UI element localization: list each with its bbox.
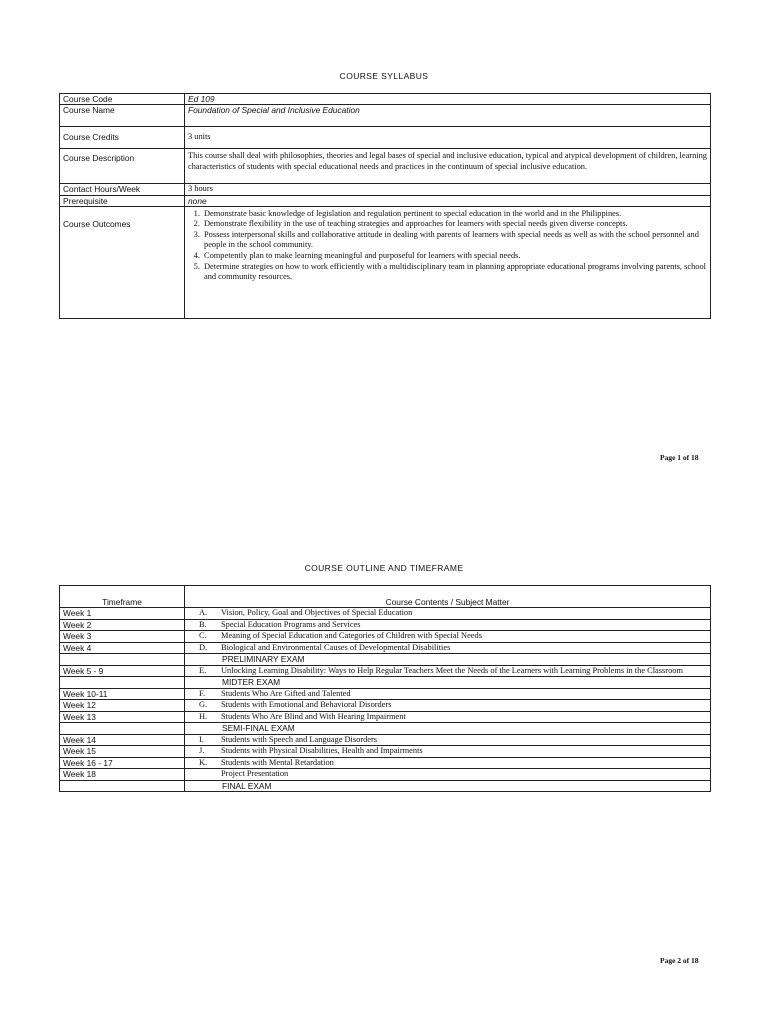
topic-letter: A. (199, 608, 208, 617)
topic-text: Special Education Programs and Services (221, 619, 361, 629)
exam-label: FINAL EXAM (222, 780, 272, 791)
week-cell: Week 3 (60, 631, 185, 643)
week-cell: Week 1 (60, 608, 185, 620)
contents-header: Course Contents / Subject Matter (185, 586, 711, 608)
topic-text: Students Who Are Gifted and Talented (221, 688, 351, 698)
topic-cell (185, 711, 711, 723)
outline-row (60, 734, 711, 746)
topic-text: Students with Mental Retardation (221, 757, 334, 767)
page-number: Page 1 of 18 (660, 453, 699, 462)
outline-row (60, 642, 711, 654)
timeframe-header: Timeframe (60, 586, 185, 608)
topic-cell (185, 769, 711, 781)
topic-text: Project Presentation (221, 769, 289, 778)
week-cell: Week 12 (60, 700, 185, 712)
course-name-value: Foundation of Special and Inclusive Education (185, 105, 711, 127)
topic-text: Biological and Environmental Causes of Developmental Disabilities (221, 642, 451, 652)
week-cell (60, 677, 185, 689)
topic-cell (185, 746, 711, 758)
outline-row (60, 757, 711, 769)
outline-row (60, 619, 711, 631)
topic-letter: J. (199, 746, 205, 755)
syllabus-table (59, 93, 711, 319)
week-cell: Week 4 (60, 642, 185, 654)
topic-text: Students with Emotional and Behavioral Disorders (221, 700, 392, 709)
topic-letter (188, 769, 221, 780)
topic-text: Vision, Policy, Goal and Objectives of Special Education (221, 608, 413, 617)
outline-row (60, 688, 711, 700)
page-number: Page 2 of 18 (660, 956, 699, 965)
course-credits-value: 3 units (185, 127, 711, 149)
outline-table (59, 585, 711, 792)
topic-letter: C. (199, 631, 207, 640)
week-cell: Week 14 (60, 734, 185, 746)
topic-cell (185, 688, 711, 700)
outcome-item: 2. Demonstrate flexibility in the use of teaching strategies and approaches for learners with special needs given diverse concepts. (202, 219, 707, 230)
topic-letter: D. (199, 642, 208, 652)
topic-cell (185, 780, 711, 792)
topic-cell (185, 608, 711, 620)
week-cell: Week 13 (60, 711, 185, 723)
course-credits-label: Course Credits (60, 127, 185, 149)
outline-row (60, 711, 711, 723)
outline-row (60, 631, 711, 643)
outcome-item: 4. Competently plan to make learning meaningful and purposeful for learners with special needs. (202, 251, 707, 262)
topic-text: Students with Speech and Language Disorders (221, 734, 378, 744)
week-cell: Week 16 - 17 (60, 757, 185, 769)
outline-row (60, 780, 711, 792)
week-cell (60, 654, 185, 666)
topic-cell (185, 665, 711, 677)
outcome-item: 5. Determine strategies on how to work efficiently with a multidisciplinary team in planning appropriate educational programs involving parents, school and community resources. (202, 262, 707, 283)
week-cell: Week 2 (60, 619, 185, 631)
contact-hours-label: Contact Hours/Week (60, 184, 185, 196)
week-cell: Week 18 (60, 769, 185, 781)
topic-letter: E. (199, 665, 207, 675)
week-cell: Week 10-11 (60, 688, 185, 700)
outline-row (60, 769, 711, 781)
contact-hours-value: 3 hours (185, 184, 711, 196)
prerequisite-value: none (185, 195, 711, 206)
exam-label: MIDTER EXAM (222, 677, 281, 687)
course-outcomes-label: Course Outcomes (60, 206, 185, 318)
topic-letter: H. (199, 711, 208, 721)
outcomes-list (188, 209, 707, 283)
week-cell: Week 5 - 9 (60, 665, 185, 677)
course-name-label: Course Name (60, 105, 185, 127)
outcome-item: 3. Possess interpersonal skills and collaborative attitude in dealing with parents of learners with special needs as well as with the school personnel and people in the school community. (202, 230, 707, 251)
topic-letter: G. (199, 700, 208, 709)
topic-letter: I. (199, 734, 204, 744)
outcome-item: 1. Demonstrate basic knowledge of legislation and regulation pertinent to special education in the world and in the Philippines. (202, 209, 707, 220)
topic-text: Unlocking Learning Disability: Ways to Help Regular Teachers Meet the Needs of the Learners with Learning Problems in the Classroom (221, 665, 683, 675)
topic-cell (185, 677, 711, 689)
topic-letter: B. (199, 619, 207, 629)
topic-text: Students with Physical Disabilities, Health and Impairments (221, 746, 423, 755)
week-cell: Week 15 (60, 746, 185, 758)
topic-cell (185, 700, 711, 712)
outline-row (60, 608, 711, 620)
course-code-label: Course Code (60, 94, 185, 105)
outline-row (60, 723, 711, 735)
topic-cell (185, 757, 711, 769)
outline-title: COURSE OUTLINE AND TIMEFRAME (304, 563, 464, 573)
topic-cell (185, 642, 711, 654)
syllabus-title: COURSE SYLLABUS (339, 71, 429, 81)
topic-cell (185, 723, 711, 735)
topic-letter: K. (199, 757, 208, 767)
course-outcomes-value (185, 206, 711, 318)
topic-text: Students Who Are Blind and With Hearing Impairment (221, 711, 406, 721)
course-description-label: Course Description (60, 149, 185, 184)
exam-label: SEMI-FINAL EXAM (222, 723, 295, 733)
course-description-value: This course shall deal with philosophies, theories and legal bases of special and inclusive education, typical and atypical development of children, learning characteristics of students with special educational needs and practices in the continuum of special inclusive education. (185, 149, 711, 184)
week-cell (60, 723, 185, 735)
topic-cell (185, 734, 711, 746)
week-cell (60, 780, 185, 792)
topic-cell (185, 654, 711, 666)
prerequisite-label: Prerequisite (60, 195, 185, 206)
course-code-value: Ed 109 (185, 94, 711, 105)
topic-cell (185, 619, 711, 631)
topic-letter: F. (199, 688, 206, 698)
outline-row (60, 677, 711, 689)
topic-text: Meaning of Special Education and Categories of Children with Special Needs (221, 631, 482, 640)
outline-row (60, 665, 711, 677)
outline-row (60, 746, 711, 758)
outline-row (60, 700, 711, 712)
exam-label: PRELIMINARY EXAM (222, 654, 305, 664)
outline-row (60, 654, 711, 666)
topic-cell (185, 631, 711, 643)
